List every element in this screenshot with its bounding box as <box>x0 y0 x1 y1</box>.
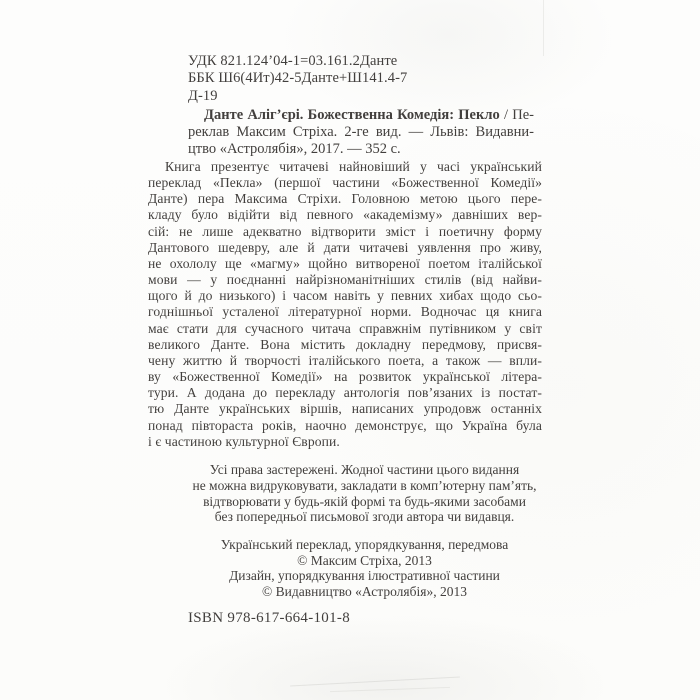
scan-artifact-line <box>543 0 544 56</box>
rights-notice <box>188 462 541 525</box>
text-line: щого й до низького) і часом навіть у певних хибах щодо сьо- <box>148 288 542 304</box>
catalog-line: реклав Максим Стріха. 2-ге вид. — Львів: Видавни- <box>188 124 534 140</box>
text-line: і є частиною культурної Європи. <box>148 433 340 449</box>
text-line: не можна видруковувати, закладати в комп’ютерну пам’ять, <box>192 477 537 493</box>
text-line: Усі права застережені. Жодної частини цього видання <box>209 462 520 477</box>
text-line: ББК Ш6(4Ит)42-5Данте+Ш141.4-7 <box>188 70 408 87</box>
text-line: © Видавництво «Астролябія», 2013 <box>262 584 467 600</box>
text-line: сій: не лише адекватно відтворити зміст і поетичну форму <box>148 223 542 239</box>
text-line: тури. А додана до перекладу антологія пов’язаних із постат- <box>148 385 542 401</box>
catalog-title: Данте Аліг’єрі. Божественна Комедія: Пекло <box>204 107 500 123</box>
catalog-line <box>188 107 534 124</box>
text-line: не охололу ще «магму» щойно витвореної поетом італійської <box>148 255 542 271</box>
credits-block <box>188 537 541 600</box>
text-line: Д-19 <box>188 87 218 104</box>
annotation-paragraph <box>148 159 542 450</box>
catalog-line1-rest: / Пе- <box>499 107 534 123</box>
text-line: без попередньої письмової згоди автора чи видавця. <box>214 509 515 525</box>
text-line: © Максим Стріха, 2013 <box>297 552 432 568</box>
scan-artifact-crease <box>330 687 450 692</box>
text-line: відтворювати у будь-якій формі та будь-якими засобами <box>203 493 526 509</box>
text-line: кладу було відійти від певного «академізму» давніших вер- <box>148 207 542 223</box>
text-line: переклад «Пекла» (першої частини «Божественної Комедії» <box>148 175 542 191</box>
text-line: Книга презентує читачеві найновіший у часі український <box>165 159 542 174</box>
text-line: чену життю й творчості італійського поета, а також — впли- <box>148 352 542 368</box>
text-line: тю Данте українських віршів, написаних упродовж останніх <box>148 401 542 417</box>
text-line: має стати для сучасного читача справжнім путівником у світ <box>148 320 542 336</box>
text-line: годнішньої усталеної літературної норми. Водночас ця книга <box>148 304 542 320</box>
text-line: ву «Божественної Комедії» на розвиток української літера- <box>148 369 542 385</box>
text-line: понад півтораста років, наочно демонструє, що Україна була <box>148 417 542 433</box>
text-line: Український переклад, упорядкування, передмова <box>220 537 509 552</box>
udk-classification-block <box>188 53 407 105</box>
text-line: великого Данте. Вона містить докладну передмову, присвя- <box>148 336 542 352</box>
text-line: Дизайн, упорядкування ілюстративної частини <box>229 568 500 584</box>
text-line: УДК 821.124’04-1=03.161.2Данте <box>188 53 398 69</box>
catalog-line: цтво «Астролябія», 2017. — 352 с. <box>188 141 401 157</box>
catalog-entry <box>188 107 534 158</box>
isbn: ISBN 978-617-664-101-8 <box>188 610 351 626</box>
scan-artifact-crease <box>290 677 460 687</box>
text-line: мови — у поєднанні найрізноманітніших стилів (від найви- <box>148 272 542 288</box>
text-line: Дантового шедевру, але й дати читачеві уявлення про живу, <box>148 239 542 255</box>
text-line: Данте) пера Максима Стріхи. Головною метою цього пере- <box>148 191 542 207</box>
